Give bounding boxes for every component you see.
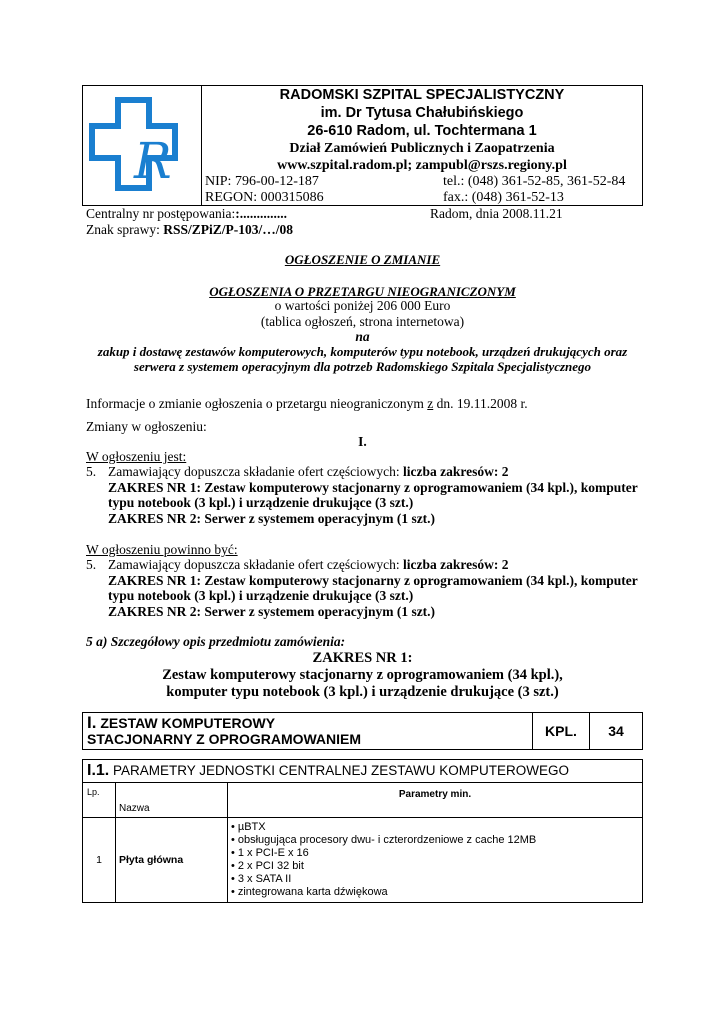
params-section-cell	[83, 760, 643, 783]
title-change-notice: OGŁOSZENIE O ZMIANIE	[284, 252, 441, 267]
params-table	[82, 759, 643, 903]
row-lp: 1	[83, 818, 116, 903]
row-params	[228, 818, 643, 903]
col-lp: Lp.	[83, 783, 116, 818]
params-header-row	[83, 783, 643, 818]
title-subject-2: serwera z systemem operacyjnym dla potrzeb Radomskiego Szpitala Specjalistycznego	[133, 359, 592, 374]
col-name: Nazwa	[116, 783, 228, 818]
kit-row	[83, 713, 643, 750]
kit-title-a: ZESTAW KOMPUTEROWY	[96, 715, 276, 731]
is-zakres2: ZAKRES NR 2: Serwer z systemem operacyjnym (1 szt.)	[108, 511, 436, 526]
zakres-title: ZAKRES NR 1:	[312, 650, 413, 666]
letterhead-info	[202, 86, 642, 205]
title-na: na	[355, 329, 370, 344]
department: Dział Zamówień Publicznych i Zaopatrzenia	[289, 141, 555, 156]
regon: REGON: 000315086	[205, 190, 324, 205]
ref-label: Znak sprawy:	[86, 222, 164, 237]
is-item	[86, 464, 509, 480]
params-list	[231, 821, 639, 899]
param-item: • 3 x SATA II	[231, 873, 639, 886]
title-subject-1: zakup i dostawę zestawów komputerowych, komputerów typu notebook, urządzeń drukujących oraz	[97, 344, 628, 359]
item-bold: liczba zakresów: 2	[402, 464, 509, 479]
title-tender-notice: OGŁOSZENIA O PRZETARGU NIEOGRANICZONYM	[209, 284, 516, 299]
params-row	[83, 818, 643, 903]
should-zakres1-a: ZAKRES NR 1: Zestaw komputerowy stacjonarny z oprogramowaniem (34 kpl.), komputer	[108, 573, 638, 588]
should-zakres1-b: typu notebook (3 kpl.) i urządzenie drukujące (3 szt.)	[108, 588, 414, 603]
is-heading: W ogłoszeniu jest:	[86, 449, 187, 464]
kit-table	[82, 712, 643, 750]
title-value: o wartości poniżej 206 000 Euro	[274, 298, 451, 313]
web-email[interactable]: www.szpital.radom.pl; zampubl@rszs.regiony.pl	[277, 158, 567, 173]
title-publication: (tablica ogłoszeń, strona internetowa)	[260, 314, 465, 329]
reference-number	[86, 222, 293, 238]
section-number: I.1.	[87, 762, 110, 779]
section-roman: I.	[358, 434, 367, 449]
item-text: Zamawiający dopuszcza składanie ofert częściowych:	[108, 557, 403, 572]
should-heading: W ogłoszeniu powinno być:	[86, 542, 238, 557]
param-item: • 1 x PCI-E x 16	[231, 847, 639, 860]
param-item: • µBTX	[231, 821, 639, 834]
place-date: Radom, dnia 2008.11.21	[430, 206, 563, 221]
item-number: 5.	[86, 557, 97, 572]
item-body	[108, 464, 508, 480]
org-patron: im. Dr Tytusa Chałubińskiego	[320, 105, 524, 121]
case-number	[86, 206, 287, 222]
should-item	[86, 557, 509, 573]
should-zakres2: ZAKRES NR 2: Serwer z systemem operacyjnym (1 szt.)	[108, 604, 436, 619]
kit-unit: KPL.	[533, 713, 590, 750]
zakres-line-2: komputer typu notebook (3 kpl.) i urządzenie drukujące (3 szt.)	[166, 684, 559, 700]
kit-roman: I.	[87, 713, 97, 732]
kit-title-b: STACJONARNY Z OPROGRAMOWANIEM	[87, 731, 362, 747]
info-text: Informacje o zmianie ogłoszenia o przetargu nieograniczonym	[86, 396, 428, 411]
section-title: PARAMETRY JEDNOSTKI CENTRALNEJ ZESTAWU KOMPUTEROWEGO	[109, 763, 570, 778]
item-body	[108, 557, 508, 573]
kit-title-cell	[83, 713, 533, 750]
nip: NIP: 796-00-12-187	[205, 174, 319, 189]
param-item: • zintegrowana karta dźwiękowa	[231, 886, 639, 899]
logo-letter: R	[134, 132, 172, 190]
case-value: :..............	[235, 206, 287, 221]
row-name: Płyta główna	[116, 818, 228, 903]
fax: fax.: (048) 361-52-13	[443, 190, 564, 205]
info-line	[86, 396, 528, 412]
param-item: • 2 x PCI 32 bit	[231, 860, 639, 873]
param-item: • obsługująca procesory dwu- i czterordzeniowe z cache 12MB	[231, 834, 639, 847]
item-text: Zamawiający dopuszcza składanie ofert częściowych:	[108, 464, 403, 479]
info-z: z	[427, 396, 434, 411]
changes-label: Zmiany w ogłoszeniu:	[86, 419, 207, 434]
info-date: dn. 19.11.2008 r.	[433, 396, 528, 411]
item-bold: liczba zakresów: 2	[402, 557, 509, 572]
kit-qty: 34	[590, 713, 643, 750]
telephone: tel.: (048) 361-52-85, 361-52-84	[443, 174, 626, 189]
letterhead	[82, 85, 643, 206]
item-number: 5.	[86, 464, 97, 479]
org-name: RADOMSKI SZPITAL SPECJALISTYCZNY	[279, 87, 565, 103]
case-label: Centralny nr postępowania:	[86, 206, 236, 221]
ref-value: RSS/ZPiZ/P-103/…/08	[163, 222, 294, 237]
is-zakres1-b: typu notebook (3 kpl.) i urządzenie drukujące (3 szt.)	[108, 495, 414, 510]
detail-heading: 5 a) Szczegółowy opis przedmiotu zamówienia:	[86, 634, 346, 649]
logo-cell	[83, 86, 202, 205]
is-zakres1-a: ZAKRES NR 1: Zestaw komputerowy stacjonarny z oprogramowaniem (34 kpl.), komputer	[108, 480, 638, 495]
col-params: Parametry min.	[228, 783, 643, 818]
params-section-row	[83, 760, 643, 783]
org-address: 26-610 Radom, ul. Tochtermana 1	[307, 123, 537, 139]
zakres-line-1: Zestaw komputerowy stacjonarny z oprogramowaniem (34 kpl.),	[162, 667, 563, 683]
hospital-logo	[83, 86, 201, 205]
